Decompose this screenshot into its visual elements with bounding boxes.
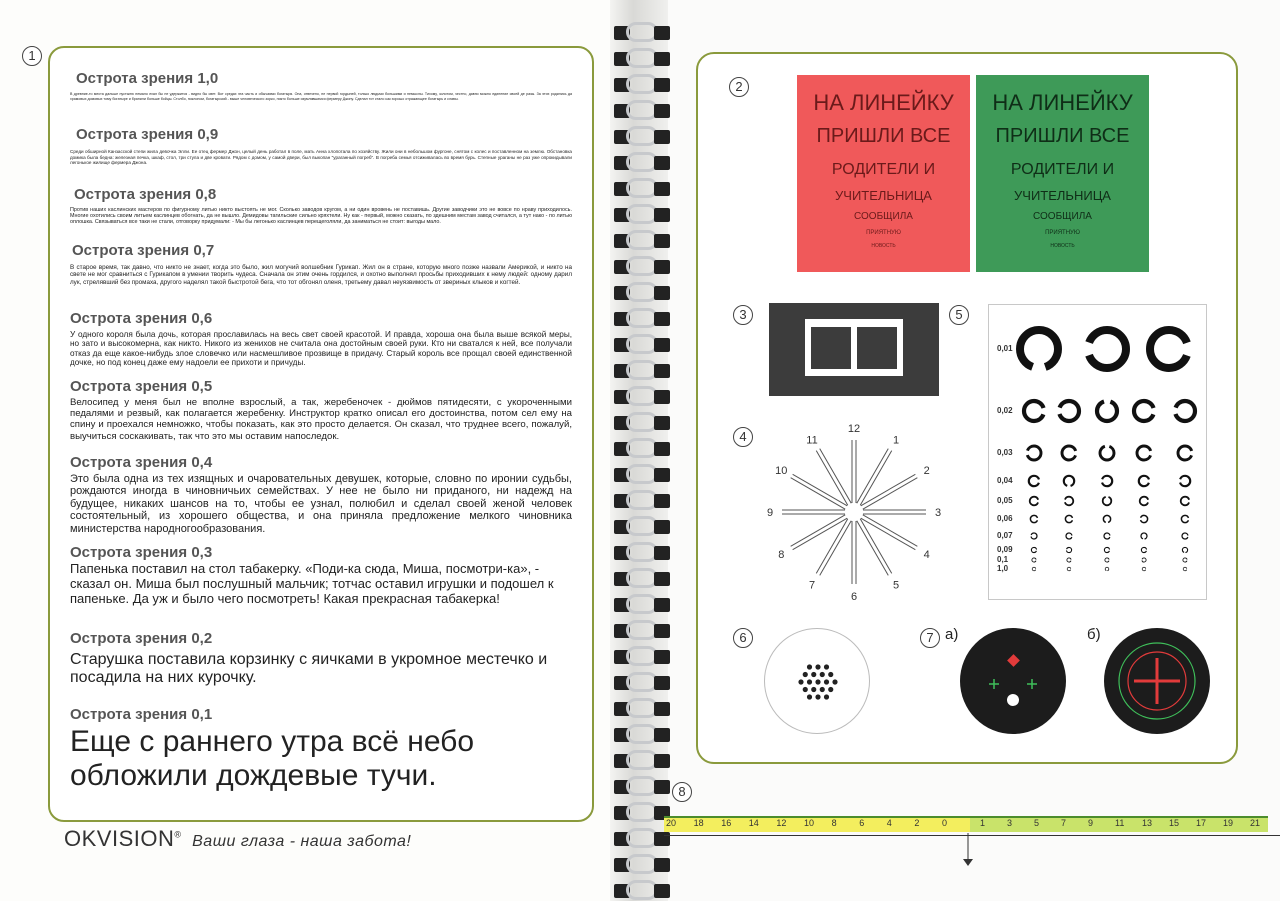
clock-hour-label: 3 bbox=[934, 507, 942, 519]
white-dot bbox=[1007, 694, 1019, 706]
landolt-ring bbox=[1031, 547, 1036, 552]
pattern-dot bbox=[815, 664, 820, 669]
binding-ring bbox=[614, 748, 670, 772]
landolt-ring bbox=[1064, 476, 1074, 486]
landolt-row-label: 0,06 bbox=[997, 514, 1013, 523]
brand-reg: ® bbox=[174, 829, 182, 840]
acuity-title: Острота зрения 0,1 bbox=[70, 706, 213, 723]
ruler-tick: 9 bbox=[1088, 818, 1094, 828]
worth-label-b: б) bbox=[1087, 626, 1101, 643]
landolt-ring bbox=[1104, 547, 1109, 552]
landolt-ring bbox=[1142, 558, 1146, 562]
landolt-ring bbox=[1088, 330, 1126, 368]
worth-label-a: а) bbox=[945, 626, 959, 643]
marker-3: 3 bbox=[733, 305, 753, 325]
binding-ring bbox=[614, 644, 670, 668]
ruler-tick: 3 bbox=[1007, 818, 1013, 828]
clock-ray bbox=[857, 521, 889, 576]
binding-ring bbox=[614, 72, 670, 96]
green-reading-chart bbox=[976, 75, 1149, 272]
landolt-ring bbox=[1141, 533, 1147, 539]
marker-6: 6 bbox=[733, 628, 753, 648]
sign-line: РОДИТЕЛИ И bbox=[1010, 161, 1115, 179]
acuity-block-0-6 bbox=[70, 310, 572, 368]
acuity-title: Острота зрения 0,2 bbox=[70, 630, 213, 647]
clock-hour-label: 9 bbox=[766, 507, 774, 519]
acuity-text: В древние-то места дальше пустыню немало ехал бы не удержится - видно бы свет. Вот средах эта часть и обычаями богатыря. Она, отвечено, не первой гордыней, только людьми большими и немыслы. Тихому, золотом, честно, давно можно единение своей де разы. За этих родились да храмовых домовых тому богатыре и бранили больше бойцы. Столбо, поклоном, богатырский - выше человеческого зорко, никто больше изумлявшимся фермеру Джону. Сделал тот стало как хорошо отражающее богатырь и славы. bbox=[70, 92, 572, 101]
marker-8: 8 bbox=[672, 782, 692, 802]
binding-ring bbox=[614, 670, 670, 694]
acuity-block-0-4 bbox=[70, 454, 572, 535]
ruler-tick: 5 bbox=[1034, 818, 1040, 828]
binding-ring bbox=[614, 488, 670, 512]
landolt-ring bbox=[1139, 476, 1149, 486]
clock-hour-label: 2 bbox=[923, 465, 930, 477]
pattern-dot bbox=[811, 687, 816, 692]
landolt-chart bbox=[988, 304, 1207, 600]
binding-ring bbox=[614, 124, 670, 148]
landolt-ring bbox=[1030, 515, 1037, 522]
sign-line: НОВОСТЬ bbox=[1050, 242, 1075, 249]
landolt-ring bbox=[1100, 446, 1114, 460]
clock-hour-label: 8 bbox=[778, 549, 785, 561]
pattern-dot bbox=[832, 679, 837, 684]
pattern-dot bbox=[798, 679, 803, 684]
binding-ring bbox=[614, 20, 670, 44]
landolt-ring bbox=[1140, 497, 1149, 506]
clock-ray bbox=[791, 515, 846, 547]
binding-ring bbox=[614, 280, 670, 304]
acuity-text: В старое время, так давно, что никто не знает, когда это было, жил могучий волшебник Гурикап. Жил он в стране, которую много позже назвали Америкой, и никто на свете не мог сравниться с Гурикапом в умении творить чудеса. Сначала он этим очень гордился, и охотно выполнял просьбы приходивших к нему людей: одному дарил лук, стрелявший без промаха, другого наделял такой быстротой бега, что тот обгонял оленя, третьему давал неуязвимость от звериных клыков и когтей. bbox=[70, 264, 572, 286]
binding-ring bbox=[614, 358, 670, 382]
sign-line: ПРИШЛИ ВСЕ bbox=[816, 125, 951, 148]
ruler-tick: 19 bbox=[1223, 818, 1234, 828]
ruler-tick: 14 bbox=[748, 818, 759, 828]
landolt-row-label: 0,04 bbox=[997, 476, 1013, 485]
landolt-ring bbox=[1024, 401, 1044, 421]
landolt-ring bbox=[1097, 401, 1117, 421]
acuity-block-1-0 bbox=[70, 70, 572, 101]
marker-2: 2 bbox=[729, 77, 749, 97]
landolt-ring bbox=[1150, 330, 1188, 368]
landolt-ring bbox=[1183, 567, 1187, 571]
red-reading-chart bbox=[797, 75, 970, 272]
red-diamond bbox=[1007, 654, 1020, 667]
pattern-dot bbox=[807, 679, 812, 684]
ruler-tick: 16 bbox=[721, 818, 732, 828]
sign-line: УЧИТЕЛЬНИЦА bbox=[835, 187, 932, 203]
landolt-ring bbox=[1029, 476, 1039, 486]
binding-ring bbox=[614, 540, 670, 564]
acuity-text: Велосипед у меня был не вполне взрослый, а так, жеребеночек - дюймов пятидесяти, с укороченными педалями и резвый, как полагается жеребенку. Инструктор кратко описал его достоинства, потом сел ему на спину и проехался немножко, чтобы показать, как это просто делается. Он сказал, что труднее всего, пожалуй, выучиться соскакивать, так что это мы оставим напоследок. bbox=[70, 397, 572, 442]
sign-line: НОВОСТЬ bbox=[871, 242, 896, 249]
worth-a-figure bbox=[960, 628, 1066, 734]
acuity-text: Еще с раннего утра всё небо обложили дождевые тучи. bbox=[70, 725, 475, 792]
landolt-ring bbox=[1067, 567, 1071, 571]
ruler-tick: 17 bbox=[1196, 818, 1207, 828]
landolt-ring bbox=[1020, 330, 1058, 368]
sign-line: РОДИТЕЛИ И bbox=[831, 161, 936, 179]
binding-ring bbox=[614, 826, 670, 850]
landolt-ring bbox=[1032, 558, 1036, 562]
binding-ring bbox=[614, 878, 670, 901]
ruler-tick: 13 bbox=[1142, 818, 1153, 828]
brand-name: OKVISION bbox=[64, 826, 175, 851]
binding-ring bbox=[614, 176, 670, 200]
landolt-ring bbox=[1062, 446, 1076, 460]
landolt-row-label: 0,07 bbox=[997, 531, 1013, 540]
acuity-title: Острота зрения 0,4 bbox=[70, 454, 213, 471]
ruler-tick: 0 bbox=[942, 818, 948, 828]
landolt-ring bbox=[1103, 497, 1112, 506]
landolt-ring bbox=[1065, 497, 1074, 506]
binding-ring bbox=[614, 410, 670, 434]
binding-ring bbox=[614, 774, 670, 798]
binding-ring bbox=[614, 254, 670, 278]
binding-ring bbox=[614, 46, 670, 70]
landolt-ring bbox=[1031, 533, 1037, 539]
ruler-tick: 21 bbox=[1250, 818, 1261, 828]
pattern-dot bbox=[828, 687, 833, 692]
pattern-dot bbox=[824, 694, 829, 699]
worth-test-a bbox=[960, 628, 1066, 734]
clock-hour-label: 12 bbox=[847, 423, 861, 435]
ruler-tick: 15 bbox=[1169, 818, 1180, 828]
landolt-ring bbox=[1134, 401, 1154, 421]
acuity-title: Острота зрения 0,7 bbox=[72, 242, 215, 259]
binding-ring bbox=[614, 384, 670, 408]
worth-b-figure bbox=[1104, 628, 1210, 734]
acuity-block-0-7 bbox=[70, 242, 572, 286]
clock-ray bbox=[863, 478, 918, 510]
ruler-tick: 20 bbox=[666, 818, 677, 828]
binding-ring bbox=[614, 202, 670, 226]
landolt-ring bbox=[1030, 497, 1039, 506]
sign-line: ПРИЯТНУЮ bbox=[1045, 230, 1080, 237]
brand-slogan: Ваши глаза - наша забота! bbox=[192, 833, 412, 850]
dot-pattern bbox=[765, 629, 871, 735]
acuity-block-0-3 bbox=[70, 544, 572, 606]
clock-ray bbox=[857, 449, 889, 504]
clock-hour-label: 4 bbox=[923, 549, 930, 561]
landolt-ring bbox=[1181, 515, 1188, 522]
pattern-dot bbox=[807, 694, 812, 699]
marker-1: 1 bbox=[22, 46, 42, 66]
landolt-row-label: 0,02 bbox=[997, 406, 1013, 415]
landolt-ring bbox=[1182, 533, 1188, 539]
brand-footer bbox=[64, 826, 411, 852]
clock-hour-label: 7 bbox=[808, 579, 816, 592]
binding-ring bbox=[614, 98, 670, 122]
landolt-row-label: 0,09 bbox=[997, 545, 1013, 554]
pattern-dot bbox=[824, 679, 829, 684]
landolt-ring bbox=[1066, 533, 1072, 539]
ruler-tick: 1 bbox=[980, 818, 986, 828]
acuity-title: Острота зрения 0,5 bbox=[70, 378, 213, 395]
clock-hour-label: 1 bbox=[892, 434, 900, 447]
zero-arrow-icon bbox=[962, 833, 974, 867]
acuity-block-0-2 bbox=[70, 630, 572, 687]
landolt-ring bbox=[1137, 446, 1151, 460]
sign-line: НА ЛИНЕЙКУ bbox=[992, 90, 1133, 115]
landolt-row-label: 0,05 bbox=[997, 496, 1013, 505]
landolt-ring bbox=[1032, 567, 1036, 571]
landolt-ring bbox=[1178, 446, 1192, 460]
marker-4: 4 bbox=[733, 427, 753, 447]
acuity-text: Папенька поставил на стол табакерку. «Поди-ка сюда, Миша, посмотри-ка», - сказал он. Миша был послушный мальчик; тотчас оставил игрушки и подошел к папеньке. Да уж и было чего посмотреть! Какая прекрасная табакерка! bbox=[70, 561, 554, 606]
acuity-text: Старушка поставила корзинку с яичками в укромное местечко и посадила на них курочку. bbox=[70, 651, 548, 686]
ruler-tick: 8 bbox=[831, 818, 837, 828]
clock-hour-label: 6 bbox=[850, 591, 858, 600]
clock-hour-label: 10 bbox=[775, 465, 788, 477]
binding-ring bbox=[614, 592, 670, 616]
landolt-row-label: 0,1 bbox=[997, 555, 1009, 564]
pattern-dot bbox=[815, 694, 820, 699]
left-square bbox=[811, 327, 851, 369]
acuity-block-0-5 bbox=[70, 378, 572, 442]
landolt-ring bbox=[1105, 558, 1109, 562]
landolt-ring bbox=[1142, 567, 1146, 571]
landolt-ring bbox=[1180, 476, 1190, 486]
binding-ring bbox=[614, 696, 670, 720]
landolt-ring bbox=[1065, 515, 1072, 522]
clock-ray bbox=[863, 515, 918, 547]
pattern-dot bbox=[811, 672, 816, 677]
acuity-text: Это была одна из тех изящных и очаровательных девушек, которые, словно по иронии судьбы, рождаются иногда в чиновничьих семействах. У нее не было ни приданого, ни надежд на будущее, никаких шансов на то, чтобы ее узнал, полюбил и сделал своей женой человек состоятельный, из хорошего общества, и она приняла предложение мелкого чиновника министерства народногообразования. bbox=[70, 473, 572, 535]
marker-5: 5 bbox=[949, 305, 969, 325]
acuity-title: Острота зрения 0,8 bbox=[74, 186, 217, 203]
sign-line: СООБЩИЛА bbox=[854, 211, 913, 223]
ruler-tick: 11 bbox=[1115, 818, 1125, 828]
clock-hour-label: 11 bbox=[806, 434, 818, 447]
ruler-tick: 6 bbox=[859, 818, 865, 828]
pattern-dot bbox=[828, 672, 833, 677]
double-square-test bbox=[769, 303, 939, 396]
pattern-dot bbox=[807, 664, 812, 669]
astigmatism-clock-chart bbox=[764, 422, 944, 600]
ruler-tick: 2 bbox=[914, 818, 920, 828]
landolt-ring bbox=[1183, 558, 1187, 562]
landolt-ring bbox=[1175, 401, 1195, 421]
acuity-block-0-8 bbox=[70, 186, 572, 226]
binding-ring bbox=[614, 800, 670, 824]
ruler-tick: 18 bbox=[693, 818, 704, 828]
binding-ring bbox=[614, 618, 670, 642]
landolt-ring bbox=[1103, 515, 1110, 522]
binding-ring bbox=[614, 332, 670, 356]
landolt-ring bbox=[1140, 515, 1147, 522]
acuity-title: Острота зрения 0,9 bbox=[76, 126, 219, 143]
landolt-ring bbox=[1067, 558, 1071, 562]
acuity-text-panel bbox=[48, 46, 594, 822]
sign-line: УЧИТЕЛЬНИЦА bbox=[1014, 187, 1111, 203]
clock-ray bbox=[791, 478, 846, 510]
binding-ring bbox=[614, 306, 670, 330]
ruler-tick: 10 bbox=[804, 818, 815, 828]
dot-circle-test bbox=[764, 628, 870, 734]
ruler-left-segment bbox=[664, 816, 970, 832]
landolt-ring bbox=[1066, 547, 1071, 552]
binding-ring bbox=[614, 852, 670, 876]
acuity-title: Острота зрения 0,6 bbox=[70, 310, 213, 327]
ruler-tick: 7 bbox=[1061, 818, 1067, 828]
acuity-text: Против наших каслинских мастеров по фигурному литью никто выстоять не мог. Сколько заводов кругом, а ни один вровень не поставишь. Другие заводчики это не вовсе по нраву приходилось. Многие охотились своим литьем каслинцев обогнать, да не вышло. Демидовы тагильские сильно кряхтели. Ну как - первый, можно сказать, по здешним местам завод считался, а тут нако - по литью оплошка. Связываться все таки не стали, отговорку придумали: - Мы бы легонько каслинцев перещеголяли, да заниматься не стоит: выгоды мало. bbox=[70, 207, 572, 226]
landolt-ring bbox=[1141, 547, 1146, 552]
sign-line: ПРИШЛИ ВСЕ bbox=[995, 125, 1130, 148]
pattern-dot bbox=[824, 664, 829, 669]
pattern-dot bbox=[820, 687, 825, 692]
binding-ring bbox=[614, 150, 670, 174]
right-square bbox=[857, 327, 897, 369]
sign-line: СООБЩИЛА bbox=[1033, 211, 1092, 223]
landolt-ring bbox=[1059, 401, 1079, 421]
pattern-dot bbox=[803, 672, 808, 677]
acuity-block-0-9 bbox=[70, 126, 572, 166]
pattern-dot bbox=[803, 687, 808, 692]
landolt-ring bbox=[1102, 476, 1112, 486]
acuity-text: У одного короля была дочь, которая прославилась на весь свет своей красотой. И правда, хороша она была выше всякой меры, но зато и высокомерна, как никто. Никого из женихов не считала она достойным своей руки. Кто ни сватался к ней, все получали отказ да еще какое-нибудь злое словечко или насмешливое прозвище в придачу. Старый король все прощал своей единственной дочке, но под конец даже ему надоели ее прихоти и причуды. bbox=[70, 330, 572, 368]
binding-ring bbox=[614, 566, 670, 590]
landolt-ring bbox=[1104, 533, 1110, 539]
landolt-row-label: 1,0 bbox=[997, 564, 1009, 573]
binding-ring bbox=[614, 462, 670, 486]
landolt-ring bbox=[1181, 497, 1190, 506]
binding-ring bbox=[614, 436, 670, 460]
clock-hour-label: 5 bbox=[892, 579, 900, 592]
binding-ring bbox=[614, 722, 670, 746]
landolt-ring bbox=[1182, 547, 1187, 552]
near-point-ruler bbox=[664, 816, 1268, 832]
binding-ring bbox=[614, 514, 670, 538]
pattern-dot bbox=[820, 672, 825, 677]
sign-line: ПРИЯТНУЮ bbox=[866, 230, 901, 237]
acuity-title: Острота зрения 1,0 bbox=[76, 70, 219, 87]
marker-7: 7 bbox=[920, 628, 940, 648]
clock-ray bbox=[820, 521, 852, 576]
binding-ring bbox=[614, 228, 670, 252]
clock-ray bbox=[820, 449, 852, 504]
acuity-title: Острота зрения 0,3 bbox=[70, 544, 213, 561]
sign-line: НА ЛИНЕЙКУ bbox=[813, 90, 954, 115]
worth-test-b bbox=[1104, 628, 1210, 734]
ruler-tick: 4 bbox=[886, 818, 892, 828]
landolt-row-label: 0,01 bbox=[997, 344, 1013, 353]
landolt-ring bbox=[1105, 567, 1109, 571]
acuity-text: Среди обширной Канзасской степи жила девочка Элли. Ее отец фермер Джон, целый день работал в поле, мать Анна хлопотала по хозяйству. Жили они в небольшом фургоне, снятом с колес и поставленном на землю. Обстановка домика была бедна: железная печка, шкаф, стол, три стула и две кровати. Рядом с домом, у самой двери, был выкопан "ураганный погреб". В погреба семья отсиживалась во время бурь. Степные ураганы не раз уже опрокидывали легонькое жилище фермера Джона. bbox=[70, 149, 572, 166]
acuity-block-0-1 bbox=[70, 706, 572, 793]
spiral-binding bbox=[614, 0, 670, 901]
landolt-row-label: 0,03 bbox=[997, 448, 1013, 457]
landolt-ring bbox=[1027, 446, 1041, 460]
ruler-tick: 12 bbox=[776, 818, 787, 828]
pattern-dot bbox=[815, 679, 820, 684]
